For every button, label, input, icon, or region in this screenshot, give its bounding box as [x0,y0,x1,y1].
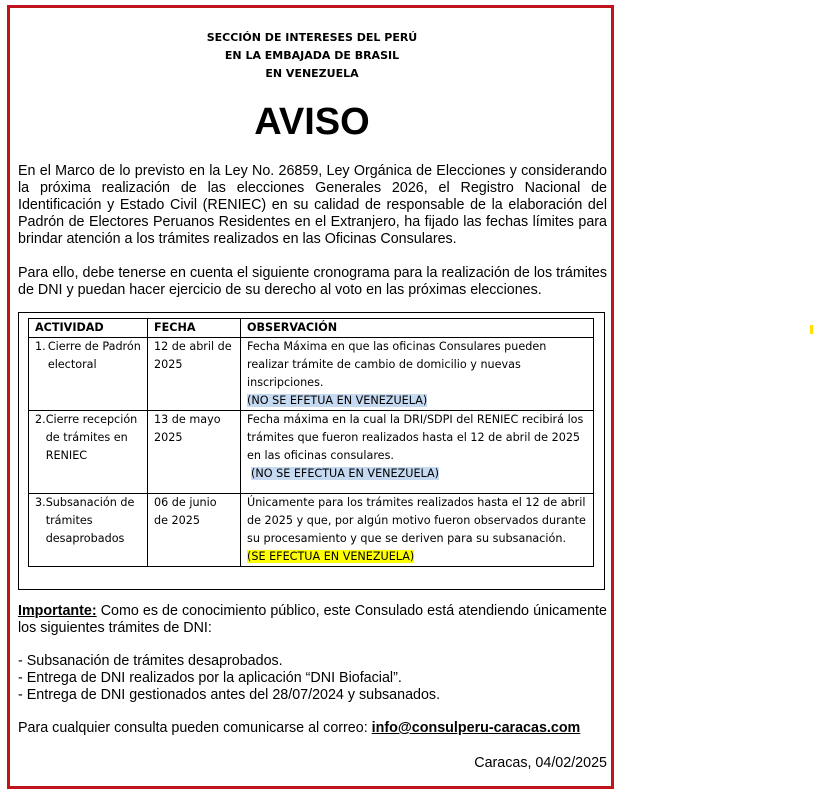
header-line-2: EN LA EMBAJADA DE BRASIL [224,49,400,62]
observation-text: Fecha máxima en la cual la DRI/SDPI del RENIEC recibirá los trámites que fueron realizados hasta el 12 de abril de 2025 en las oficinas consulares. [247,413,584,462]
procedures-list [18,653,607,704]
activity-cell [29,411,148,494]
highlight-marker [810,325,813,334]
table-row [29,411,594,494]
observation-text: Únicamente para los trámites realizados hasta el 12 de abril de 2025 y que, por algún motivo fueron observados durante su procesamiento y que se deriven para su subsanación. [247,496,586,545]
schedule-paragraph: Para ello, debe tenerse en cuenta el siguiente cronograma para la realización de los trámites de DNI y puedan hacer ejercicio de su derecho al voto en las próximas elecciones. [18,265,607,298]
header-activity: ACTIVIDAD [29,319,148,338]
status-note: (SE EFECTUA EN VENEZUELA) [247,550,415,563]
schedule-table [28,318,594,567]
header-observation: OBSERVACIÓN [241,319,594,338]
header-line-1: SECCIÓN DE INTERESES DEL PERÚ [206,31,418,44]
intro-paragraph: En el Marco de lo previsto en la Ley No. 26859, Ley Orgánica de Elecciones y considerando la próxima realización de las elecciones Generales 2026, el Registro Nacional de Identificación y Estado Civil (RENIEC) en su calidad de responsable de la elaboración del Padrón de Electores Peruanos Residentes en el Extranjero, ha fijado las fechas límites para brindar atención a los trámites realizados en las Oficinas Consulares. [18,163,607,247]
table-row [29,494,594,567]
contact-text: Para cualquier consulta pueden comunicarse al correo: [18,720,368,736]
observation-cell [241,338,594,411]
header-date: FECHA [148,319,241,338]
activity-cell [29,494,148,567]
list-item: - Entrega de DNI gestionados antes del 28/07/2024 y subsanados. [18,687,441,703]
activity-text: Subsanación de trámites desaprobados [45,496,135,545]
table-row [29,338,594,411]
date-cell: 12 de abril de 2025 [148,338,241,411]
important-paragraph [18,603,607,637]
observation-cell [241,411,594,494]
document-header [0,29,624,83]
status-note: (NO SE EFETUA EN VENEZUELA) [247,394,428,407]
activity-text: Cierre recepción de trámites en RENIEC [45,413,138,462]
row-number: 2. [35,413,46,426]
list-item: - Subsanación de trámites desaprobados. [18,653,283,669]
status-note: (NO SE EFECTUA EN VENEZUELA) [251,467,440,480]
row-number: 1. [35,340,46,353]
row-number: 3. [35,496,46,509]
important-label: Importante: [18,603,97,619]
header-line-3: EN VENEZUELA [265,67,359,80]
signoff-date: Caracas, 04/02/2025 [474,755,607,771]
contact-line [18,720,618,737]
date-cell: 13 de mayo 2025 [148,411,241,494]
contact-email-link[interactable]: info@consulperu-caracas.com [371,720,581,736]
activity-cell [29,338,148,411]
date-cell: 06 de junio de 2025 [148,494,241,567]
important-text: Como es de conocimiento público, este Consulado está atendiendo únicamente los siguientes trámites de DNI: [18,603,607,636]
notice-title: AVISO [254,101,370,143]
observation-cell [241,494,594,567]
observation-text: Fecha Máxima en que las oficinas Consulares pueden realizar trámite de cambio de domicilio y nuevas inscripciones. [247,340,547,389]
list-item: - Entrega de DNI realizados por la aplicación “DNI Biofacial”. [18,670,402,686]
table-header-row [29,319,594,338]
activity-text: Cierre de Padrón electoral [47,340,141,371]
